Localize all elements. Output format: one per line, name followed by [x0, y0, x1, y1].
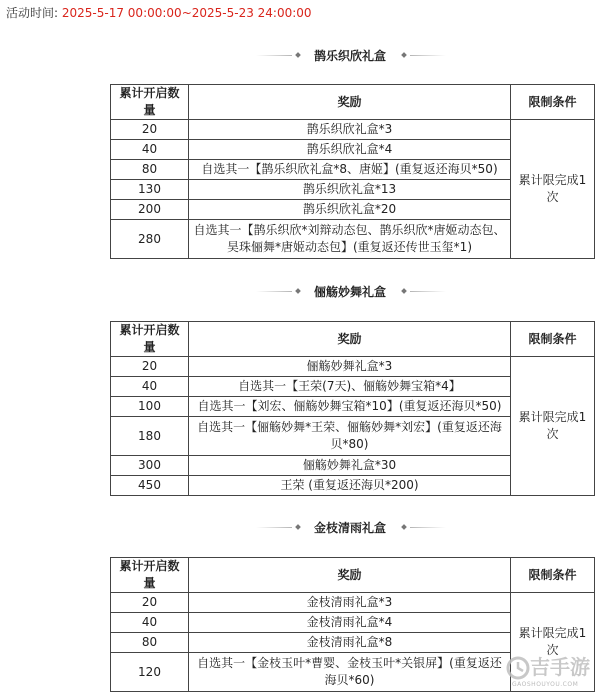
count-cell: 120: [111, 653, 189, 692]
count-cell: 40: [111, 613, 189, 633]
count-cell: 20: [111, 593, 189, 613]
activity-time-label: 活动时间:: [6, 6, 59, 20]
title-divider-right: [410, 291, 446, 292]
reward-cell: 自选其一【鹊乐织欣*刘辩动态包、鹊乐织欣*唐姬动态包、昊珠俪舞*唐姬动态包】(重复返还传世玉玺*1): [189, 220, 511, 259]
reward-cell: 自选其一【鹊乐织欣礼盒*8、唐姬】(重复返还海贝*50): [189, 160, 511, 180]
title-divider-right: [410, 527, 446, 528]
table-row: [111, 120, 595, 140]
activity-time-value: 2025-5-17 00:00:00~2025-5-23 24:00:00: [61, 6, 312, 20]
title-divider-left: [256, 291, 292, 292]
header-limit: 限制条件: [511, 558, 595, 593]
reward-cell: 金枝清雨礼盒*3: [189, 593, 511, 613]
reward-cell: 鹊乐织欣礼盒*3: [189, 120, 511, 140]
header-limit: 限制条件: [511, 322, 595, 357]
reward-table-1: [110, 84, 595, 259]
reward-cell: 自选其一【王荣(7天)、俪觞妙舞宝箱*4】: [189, 377, 511, 397]
title-divider-left: [256, 55, 292, 56]
limit-cell: 累计限完成1次: [511, 593, 595, 692]
header-count: 累计开启数量: [111, 322, 189, 357]
header-limit: 限制条件: [511, 85, 595, 120]
watermark-site: GAOSHOUYOU.COM: [512, 681, 579, 688]
section-title-2: [0, 284, 600, 300]
title-diamond-icon: [401, 524, 407, 530]
count-cell: 20: [111, 357, 189, 377]
count-cell: 130: [111, 180, 189, 200]
count-cell: 80: [111, 633, 189, 653]
site-watermark: [506, 654, 598, 692]
count-cell: 40: [111, 377, 189, 397]
table-header-row: [111, 322, 595, 357]
section-title-3: [0, 520, 600, 536]
title-diamond-icon: [401, 52, 407, 58]
count-cell: 20: [111, 120, 189, 140]
reward-table-2: [110, 321, 595, 496]
reward-cell: 金枝清雨礼盒*8: [189, 633, 511, 653]
title-divider-right: [410, 55, 446, 56]
title-diamond-icon: [401, 288, 407, 294]
table-row: [111, 593, 595, 613]
reward-cell: 俪觞妙舞礼盒*3: [189, 357, 511, 377]
reward-cell: 金枝清雨礼盒*4: [189, 613, 511, 633]
header-reward: 奖励: [189, 85, 511, 120]
limit-cell: 累计限完成1次: [511, 120, 595, 259]
section-title-1: [0, 48, 600, 64]
header-count: 累计开启数量: [111, 558, 189, 593]
reward-cell: 自选其一【刘宏、俪觞妙舞宝箱*10】(重复返还海贝*50): [189, 397, 511, 417]
count-cell: 300: [111, 456, 189, 476]
section-title-text: 鹊乐织欣礼盒: [313, 49, 386, 63]
watermark-logo-icon: [506, 656, 530, 680]
reward-cell: 自选其一【俪觞妙舞*王荣、俪觞妙舞*刘宏】(重复返还海贝*80): [189, 417, 511, 456]
reward-cell: 王荣 (重复返还海贝*200): [189, 476, 511, 496]
reward-cell: 自选其一【金枝玉叶*曹婴、金枝玉叶*关银屏】(重复返还海贝*60): [189, 653, 511, 692]
count-cell: 180: [111, 417, 189, 456]
count-cell: 80: [111, 160, 189, 180]
title-divider-left: [256, 527, 292, 528]
activity-time: [6, 5, 312, 21]
reward-cell: 俪觞妙舞礼盒*30: [189, 456, 511, 476]
count-cell: 200: [111, 200, 189, 220]
watermark-brand: 吉手游: [530, 655, 590, 679]
table-header-row: [111, 558, 595, 593]
table-header-row: [111, 85, 595, 120]
reward-cell: 鹊乐织欣礼盒*4: [189, 140, 511, 160]
header-reward: 奖励: [189, 322, 511, 357]
section-title-text: 俪觞妙舞礼盒: [313, 285, 386, 299]
header-reward: 奖励: [189, 558, 511, 593]
section-title-text: 金枝清雨礼盒: [313, 521, 386, 535]
count-cell: 450: [111, 476, 189, 496]
count-cell: 280: [111, 220, 189, 259]
count-cell: 40: [111, 140, 189, 160]
count-cell: 100: [111, 397, 189, 417]
header-count: 累计开启数量: [111, 85, 189, 120]
reward-cell: 鹊乐织欣礼盒*13: [189, 180, 511, 200]
limit-cell: 累计限完成1次: [511, 357, 595, 496]
reward-cell: 鹊乐织欣礼盒*20: [189, 200, 511, 220]
table-row: [111, 357, 595, 377]
